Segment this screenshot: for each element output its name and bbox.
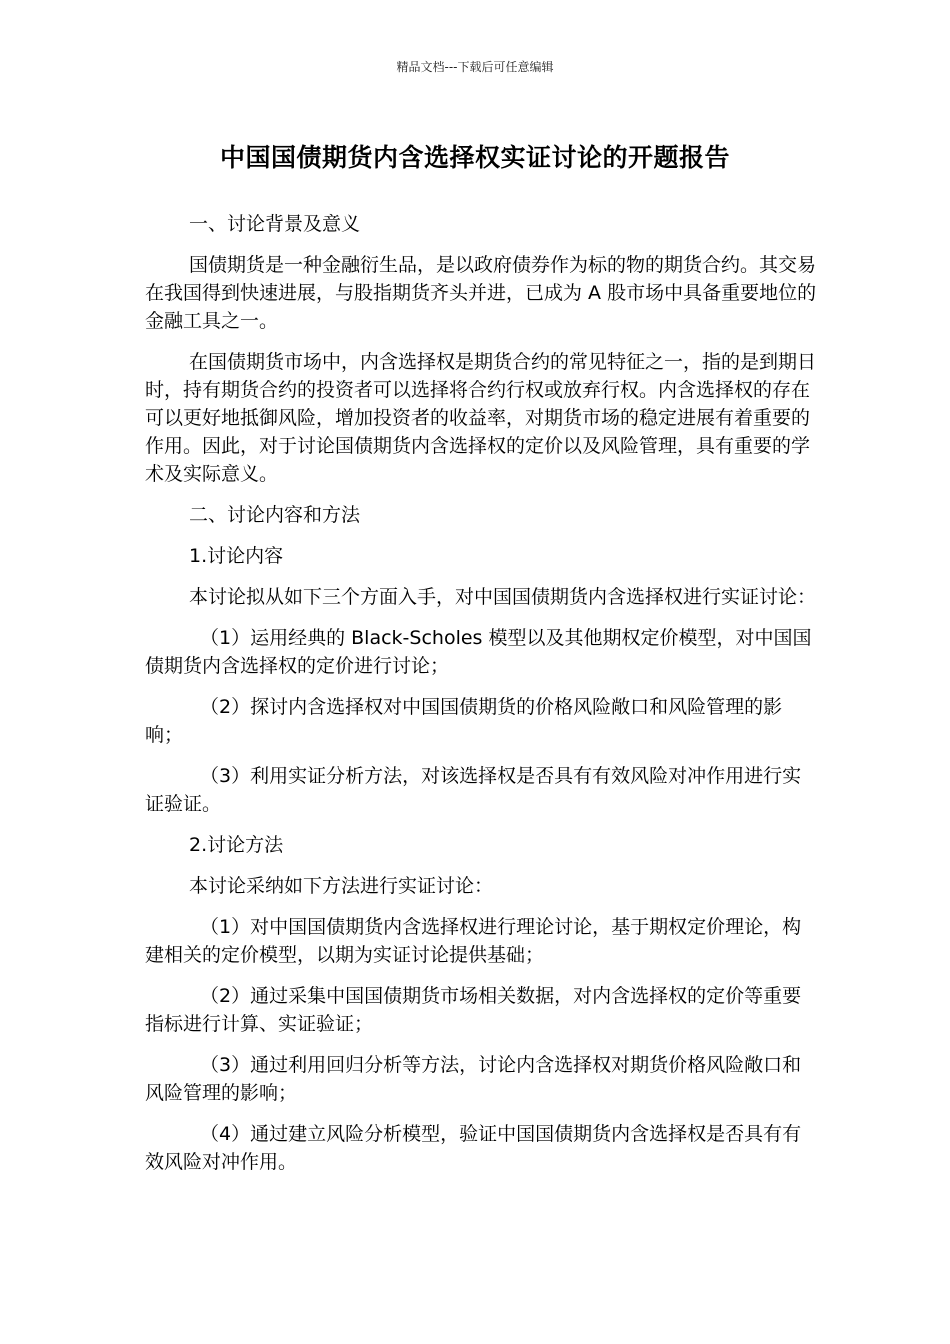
- list-item: （3）利用实证分析方法，对该选择权是否具有有效风险对冲作用进行实证验证。: [145, 765, 802, 815]
- list-item: （1）对中国国债期货内含选择权进行理论讨论，基于期权定价理论，构建相关的定价模型，以期为实证讨论提供基础；: [145, 916, 802, 966]
- list-item: （2）通过采集中国国债期货市场相关数据，对内含选择权的定价等重要指标进行计算、实证验证；: [145, 985, 802, 1035]
- list-item: （3）通过利用回归分析等方法，讨论内含选择权对期货价格风险敞口和风险管理的影响；: [145, 1054, 802, 1104]
- subsection-heading: 2.讨论方法: [189, 834, 284, 856]
- paragraph: 在国债期货市场中，内含选择权是期货合约的常见特征之一，指的是到期日时，持有期货合约的投资者可以选择将合约行权或放弃行权。内含选择权的存在可以更好地抵御风险，增加投资者的收益率，对期货市场的稳定进展有着重要的作用。因此，对于讨论国债期货内含选择权的定价以及风险管理，具有重要的学术及实际意义。: [145, 351, 817, 485]
- section-heading: 二、讨论内容和方法: [189, 504, 361, 526]
- page-header: 精品文档---下载后可任意编辑: [396, 60, 554, 74]
- paragraph: 国债期货是一种金融衍生品，是以政府债券作为标的物的期货合约。其交易在我国得到快速进展，与股指期货齐头并进，已成为 A 股市场中具备重要地位的金融工具之一。: [145, 254, 817, 332]
- section-heading: 一、讨论背景及意义: [189, 213, 361, 235]
- paragraph: 本讨论拟从如下三个方面入手，对中国国债期货内含选择权进行实证讨论：: [189, 586, 817, 608]
- list-item: （2）探讨内含选择权对中国国债期货的价格风险敞口和风险管理的影响；: [145, 696, 783, 746]
- list-item: （1）运用经典的 Black-Scholes 模型以及其他期权定价模型，对中国国债期货内含选择权的定价进行讨论；: [145, 627, 812, 677]
- subsection-heading: 1.讨论内容: [189, 545, 284, 567]
- document-body: [145, 210, 817, 1189]
- paragraph: 本讨论采纳如下方法进行实证讨论：: [189, 875, 494, 897]
- document-title: 中国国债期货内含选择权实证讨论的开题报告: [219, 143, 730, 172]
- list-item: （4）通过建立风险分析模型，验证中国国债期货内含选择权是否具有有效风险对冲作用。: [145, 1123, 802, 1173]
